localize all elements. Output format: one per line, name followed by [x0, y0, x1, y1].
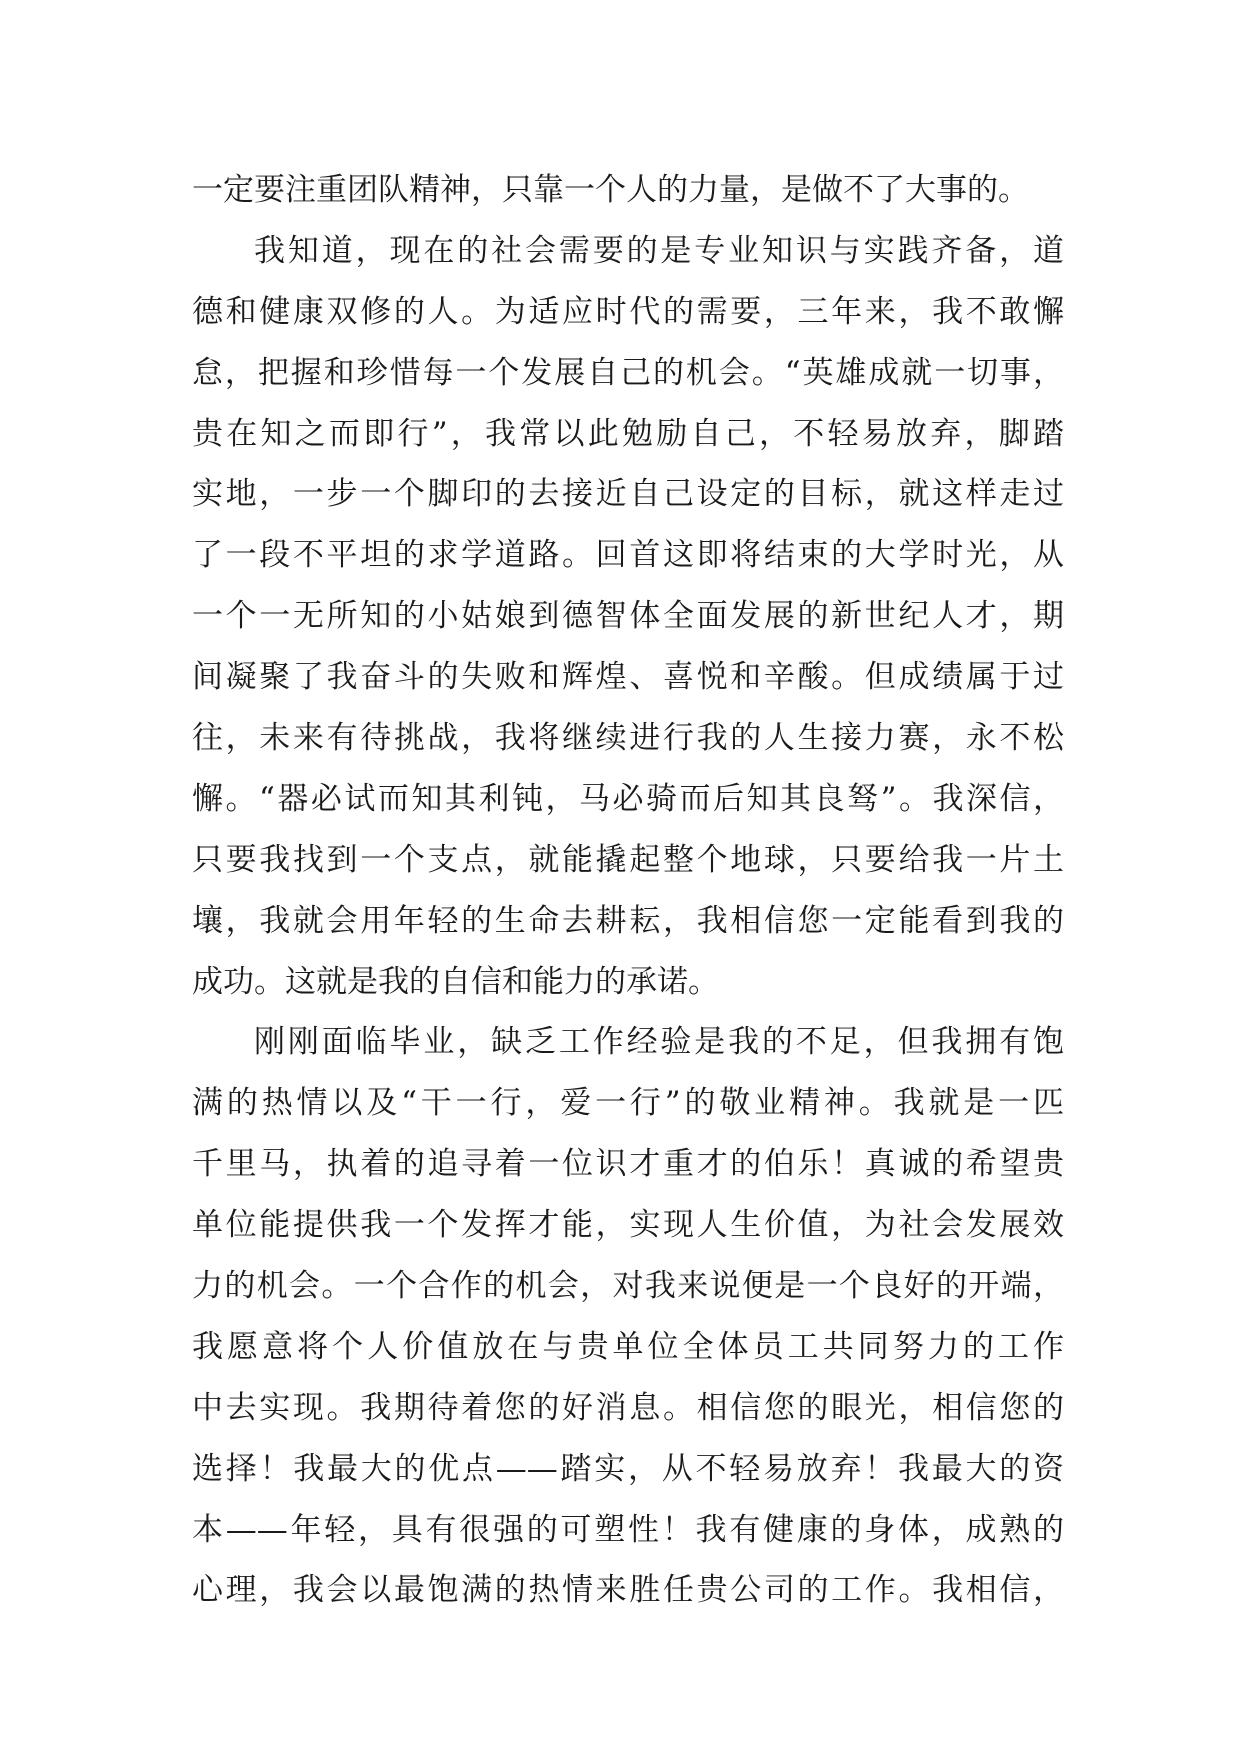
text-line: 一定要注重团队精神，只靠一个人的力量，是做不了大事的。 [192, 172, 1029, 208]
text-line: 怠，把握和珍惜每一个发展自己的机会。“英雄成就一切事， [192, 354, 1064, 391]
text-line: 心理，我会以最饱满的热情来胜任贵公司的工作。我相信， [192, 1572, 1064, 1609]
text-line: 成功。这就是我的自信和能力的承诺。 [192, 963, 719, 1000]
text-line: 了一段不平坦的求学道路。回首这即将结束的大学时光，从 [192, 537, 1064, 574]
text-line: 只要我找到一个支点，就能撬起整个地球，只要给我一片土 [192, 841, 1064, 878]
text-line: 懈。“器必试而知其利钝，马必骑而后知其良驽”。我深信， [192, 780, 1064, 817]
body-text [192, 160, 1064, 1621]
text-line: 千里马，执着的追寻着一位识才重才的伯乐！真诚的希望贵 [192, 1146, 1064, 1183]
text-line: 刚刚面临毕业，缺乏工作经验是我的不足，但我拥有饱 [254, 1024, 1064, 1061]
text-line: 实地，一步一个脚印的去接近自己设定的目标，就这样走过 [192, 476, 1064, 513]
text-line: 间凝聚了我奋斗的失败和辉煌、喜悦和辛酸。但成绩属于过 [192, 659, 1064, 696]
text-line: 我知道，现在的社会需要的是专业知识与实践齐备，道 [254, 232, 1064, 269]
text-line: 本——年轻，具有很强的可塑性！我有健康的身体，成熟的 [192, 1511, 1064, 1548]
text-line: 德和健康双修的人。为适应时代的需要，三年来，我不敢懈 [192, 293, 1064, 330]
text-line: 贵在知之而即行”，我常以此勉励自己，不轻易放弃，脚踏 [192, 415, 1064, 452]
text-line: 中去实现。我期待着您的好消息。相信您的眼光，相信您的 [192, 1389, 1064, 1426]
text-line: 满的热情以及“干一行，爱一行”的敬业精神。我就是一匹 [192, 1085, 1064, 1122]
text-line: 往，未来有待挑战，我将继续进行我的人生接力赛，永不松 [192, 720, 1064, 757]
text-line: 单位能提供我一个发挥才能，实现人生价值，为社会发展效 [192, 1207, 1064, 1244]
text-line: 我愿意将个人价值放在与贵单位全体员工共同努力的工作 [192, 1328, 1064, 1365]
text-line: 力的机会。一个合作的机会，对我来说便是一个良好的开端， [192, 1268, 1064, 1305]
text-line: 选择！我最大的优点——踏实，从不轻易放弃！我最大的资 [192, 1450, 1064, 1487]
text-line: 壤，我就会用年轻的生命去耕耘，我相信您一定能看到我的 [192, 902, 1064, 939]
text-line: 一个一无所知的小姑娘到德智体全面发展的新世纪人才，期 [192, 598, 1064, 635]
